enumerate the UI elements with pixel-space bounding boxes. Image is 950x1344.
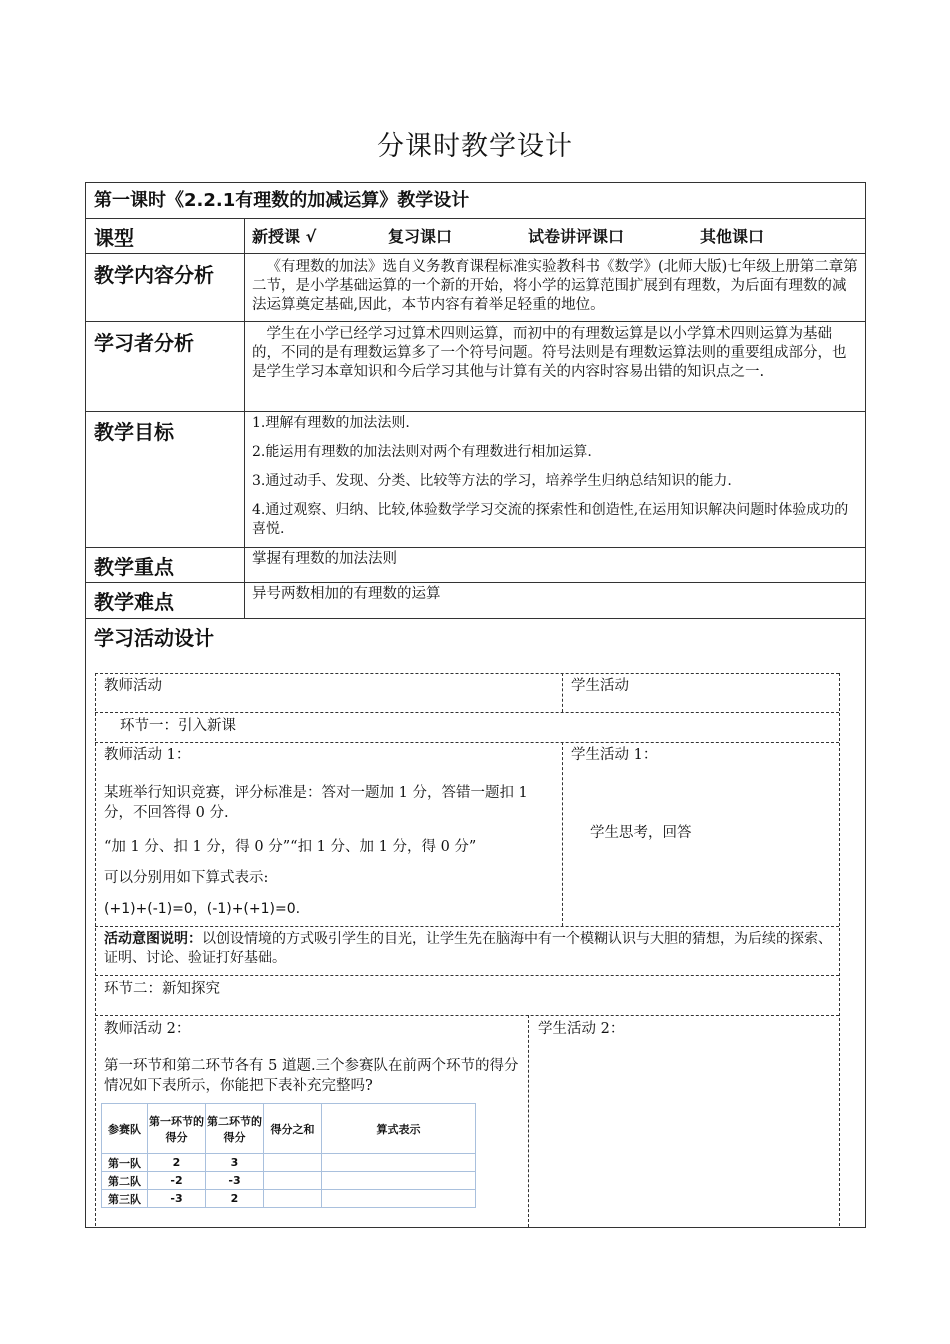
lesson-type-review: 复习课口 [388, 227, 453, 246]
lesson-title: 第一课时《2.2.1有理数的加减运算》教学设计 [94, 190, 470, 211]
content-analysis-text: 《有理数的加法》选自义务教育课程标准实验教科书《数学》(北师大版)七年级上册第二章第二节，是小学基础运算的一个新的开始，将小学的运算范围扩展到有理数，为后面有理数的减法运算奠定基础,因此，本节内容有着举足轻重的地位。 [252, 259, 858, 313]
learner-analysis-label: 学习者分析 [94, 331, 194, 355]
teacher-activity-1-quote: “加 1 分、扣 1 分，得 0 分”“扣 1 分、加 1 分，得 0 分” [104, 839, 477, 855]
teacher-activity-header: 教师活动 [104, 678, 162, 694]
column-header: 第二环节的得分 [206, 1104, 264, 1154]
table-border-left [85, 182, 86, 1228]
table-border-right [865, 182, 866, 1228]
objective-item: 3.通过动手、发现、分类、比较等方法的学习，培养学生归纳总结知识的能力. [252, 473, 732, 489]
difficulty-text: 异号两数相加的有理数的运算 [252, 586, 441, 602]
activity-design-label: 学习活动设计 [94, 626, 214, 650]
key-point-text: 掌握有理数的加法法则 [252, 551, 397, 567]
teacher-activity-1-text: 某班举行知识竞赛，评分标准是：答对一题加 1 分，答错一题扣 1 分，不回答得 0 分. [104, 785, 528, 821]
column-header: 得分之和 [264, 1104, 322, 1154]
table-cell: -2 [148, 1172, 206, 1190]
key-point-label: 教学重点 [94, 555, 174, 579]
lesson-type-other: 其他课口 [700, 227, 765, 246]
student-activity-1-text: 学生思考，回答 [590, 825, 692, 841]
student-activity-2-title: 学生活动 2： [538, 1021, 625, 1037]
objective-item: 4.通过观察、归纳、比较,体验数学学习交流的探索性和创造性,在运用知识解决问题时体验成功的喜悦. [252, 502, 849, 537]
column-header: 算式表示 [322, 1104, 476, 1154]
activity-intent-label: 活动意图说明： [104, 931, 202, 947]
score-table [101, 1103, 476, 1208]
objective-item: 1.理解有理数的加法法则. [252, 415, 410, 431]
difficulty-label: 教学难点 [94, 590, 174, 614]
table-cell: 第二队 [102, 1172, 148, 1190]
stage-two-title: 环节二：新知探究 [104, 981, 220, 997]
lesson-type-new: 新授课 √ [252, 227, 317, 246]
table-cell [322, 1154, 476, 1172]
table-header-row [102, 1104, 476, 1154]
lesson-type-label: 课型 [94, 226, 134, 250]
table-cell: 第一队 [102, 1154, 148, 1172]
activity-intent [104, 930, 834, 968]
stage-one-title: 环节一：引入新课 [120, 718, 236, 734]
page-title: 分课时教学设计 [377, 131, 573, 162]
lesson-type-exam-review: 试卷讲评课口 [528, 227, 625, 246]
teacher-activity-2-text: 第一环节和第二环节各有 5 道题.三个参赛队在前两个环节的得分情况如下表所示，你能把下表补充完整吗? [104, 1058, 519, 1094]
content-analysis-label: 教学内容分析 [94, 263, 214, 287]
table-cell: 3 [206, 1154, 264, 1172]
table-cell [264, 1154, 322, 1172]
column-header: 第一环节的得分 [148, 1104, 206, 1154]
teacher-activity-2-title: 教师活动 2： [104, 1021, 191, 1037]
objectives-label: 教学目标 [94, 420, 174, 444]
learner-analysis-text: 学生在小学已经学习过算术四则运算，而初中的有理数运算是以小学算术四则运算为基础的，不同的是有理数运算多了一个符号问题。符号法则是有理数运算法则的重要组成部分，也是学生学习本章知识和今后学习其他与计算有关的内容时容易出错的知识点之一. [252, 326, 847, 380]
table-cell [264, 1190, 322, 1208]
teacher-activity-1-expr-intro: 可以分别用如下算式表示: [104, 870, 269, 886]
teacher-activity-1-title: 教师活动 1： [104, 747, 191, 763]
teacher-activity-1-formula: (+1)+(-1)=0，(-1)+(+1)=0. [104, 901, 301, 917]
table-cell: -3 [148, 1190, 206, 1208]
student-activity-1-title: 学生活动 1： [571, 747, 658, 763]
table-cell: 2 [148, 1154, 206, 1172]
table-cell [322, 1172, 476, 1190]
table-row [102, 1154, 476, 1172]
student-activity-header: 学生活动 [571, 678, 629, 694]
table-cell [264, 1172, 322, 1190]
table-row [102, 1190, 476, 1208]
table-cell: 第三队 [102, 1190, 148, 1208]
table-cell: -3 [206, 1172, 264, 1190]
table-row [102, 1172, 476, 1190]
table-border-top [85, 182, 865, 183]
objective-item: 2.能运用有理数的加法法则对两个有理数进行相加运算. [252, 444, 592, 460]
activity-intent-text: 以创设情境的方式吸引学生的目光，让学生先在脑海中有一个模糊认识与大胆的猜想，为后续的探索、证明、讨论、验证打好基础。 [104, 931, 832, 966]
table-cell [322, 1190, 476, 1208]
table-cell: 2 [206, 1190, 264, 1208]
column-header: 参赛队 [102, 1104, 148, 1154]
